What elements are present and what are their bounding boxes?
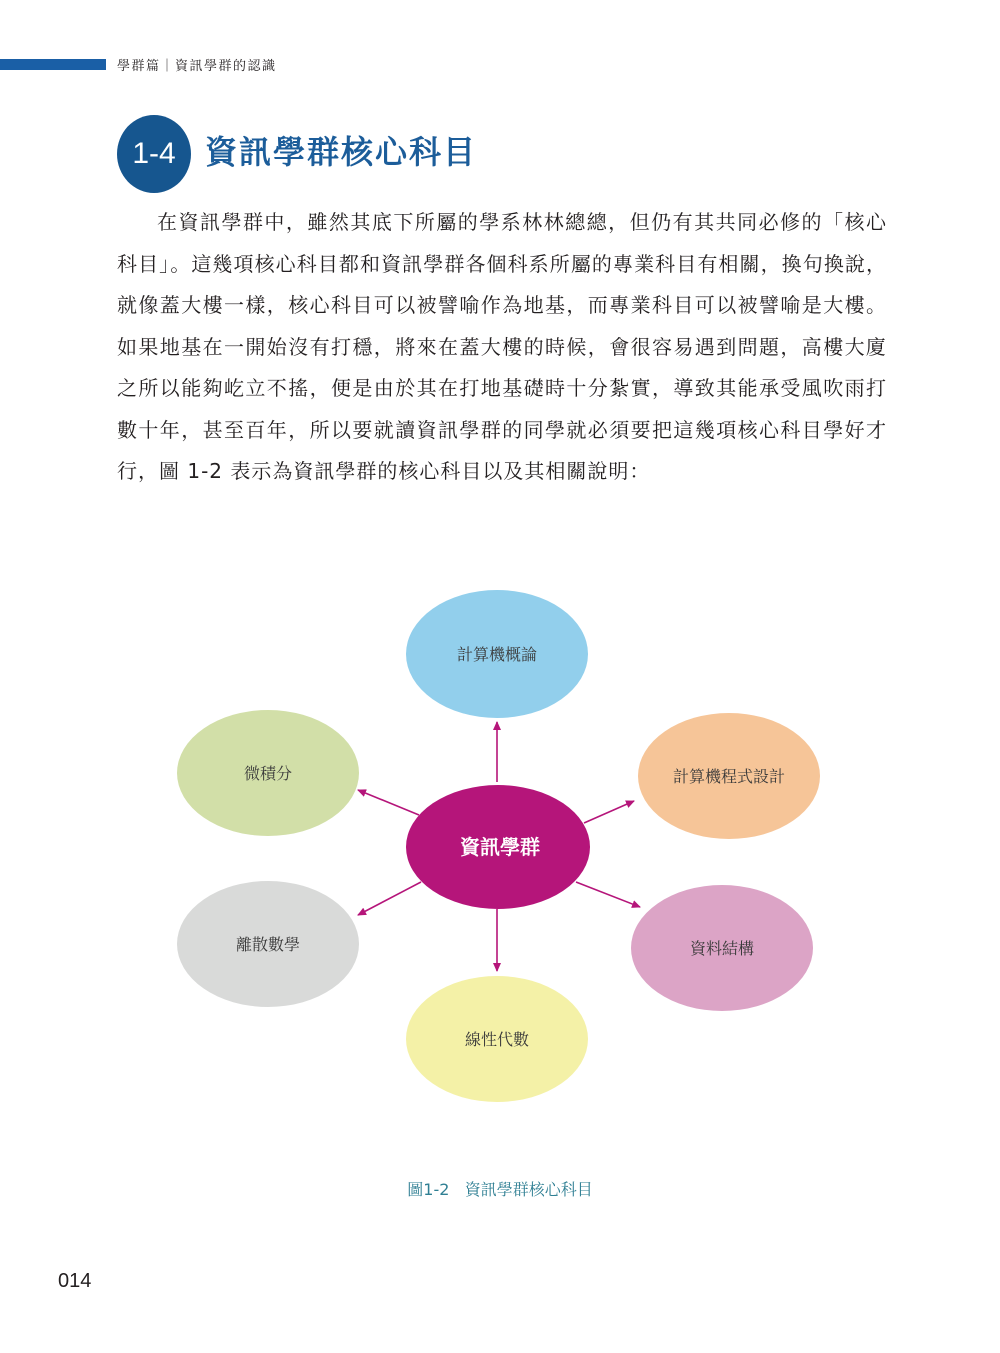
running-header: 學群篇｜資訊學群的認識: [117, 59, 277, 74]
node-calculus-label: 微積分: [243, 764, 293, 783]
figure-number: 圖1-2: [407, 1180, 450, 1199]
section-title: 資訊學群核心科目: [205, 133, 478, 171]
figure-caption: [0, 1177, 1000, 1200]
body-paragraph: 在資訊學群中，雖然其底下所屬的學系林林總總，但仍有其共同必修的「核心科目」。這幾項核心科目都和資訊學群各個科系所屬的專業科目有相關，換句換說，就像蓋大樓一樣，核心科目可以被譬喻作為地基，而專業科目可以被譬喻是大樓。如果地基在一開始沒有打穩，將來在蓋大樓的時候，會很容易遇到問題，高樓大廈之所以能夠屹立不搖，便是由於其在打地基礎時十分紮實，導致其能承受風吹雨打數十年，甚至百年，所以要就讀資訊學群的同學就必須要把這幾項核心科目學好才行，圖 1-2 表示為資訊學群的核心科目以及其相關說明：: [117, 210, 887, 483]
center-node-label: 資訊學群: [460, 835, 540, 859]
arrow-discrete-math: [358, 882, 421, 915]
node-computer-science-intro-label: 計算機概論: [456, 645, 538, 664]
node-linear-algebra-label: 線性代數: [464, 1030, 530, 1049]
node-data-structures-label: 資料結構: [689, 939, 755, 958]
figure-title: 資訊學群核心科目: [464, 1180, 593, 1199]
page-number: 014: [58, 1270, 92, 1292]
diagram-center: [406, 785, 590, 909]
section-number: 1-4: [132, 137, 176, 170]
arrow-calculus: [358, 790, 419, 815]
node-computer-programming-label: 計算機程式設計: [672, 767, 786, 786]
arrow-computer-programming: [584, 801, 634, 823]
arrow-data-structures: [576, 882, 640, 907]
node-discrete-math-label: 離散數學: [235, 935, 301, 954]
